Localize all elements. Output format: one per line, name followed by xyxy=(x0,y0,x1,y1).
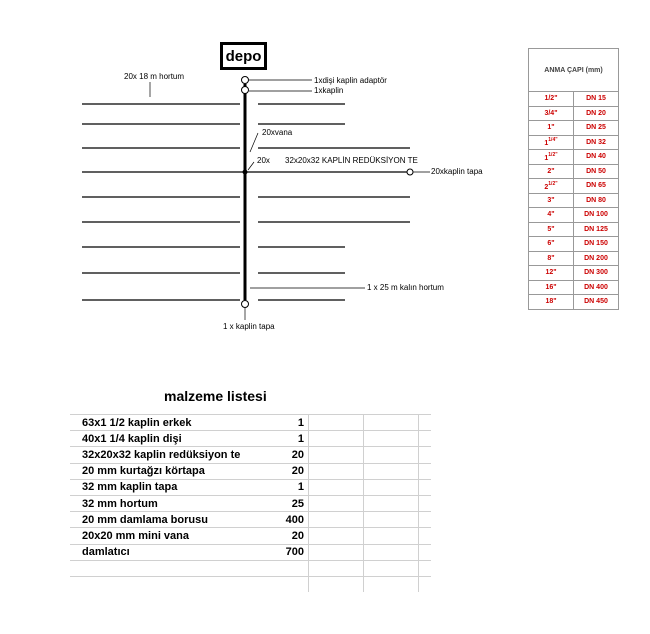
dn-size: DN 20 xyxy=(574,106,619,121)
material-name: 63x1 1/2 kaplin erkek xyxy=(70,415,264,431)
empty-cell xyxy=(364,512,419,528)
empty-cell xyxy=(419,447,432,463)
material-qty: 25 xyxy=(264,495,309,511)
inch-size: $1^{1/4"}$ xyxy=(529,135,574,150)
inch-size: 1/2" xyxy=(529,92,574,107)
empty-cell xyxy=(419,479,432,495)
coupling-label: 1xkaplin xyxy=(314,86,344,95)
dn-size: DN 15 xyxy=(574,92,619,107)
inch-size: 1" xyxy=(529,121,574,136)
plug-fitting xyxy=(407,169,413,175)
material-row xyxy=(70,512,431,528)
inch-size: $1^{1/2"}$ xyxy=(529,150,574,165)
material-qty: 20 xyxy=(264,447,309,463)
size-table-row xyxy=(529,135,619,150)
dn-size: DN 100 xyxy=(574,208,619,223)
empty-cell xyxy=(364,495,419,511)
dn-size: DN 40 xyxy=(574,150,619,165)
material-qty: 700 xyxy=(264,544,309,560)
dn-size: DN 450 xyxy=(574,295,619,310)
empty-cell xyxy=(364,528,419,544)
dn-size: DN 25 xyxy=(574,121,619,136)
empty-cell xyxy=(419,528,432,544)
material-qty: 20 xyxy=(264,463,309,479)
dn-size: DN 300 xyxy=(574,266,619,281)
end-plug-label: 1 x kaplin tapa xyxy=(223,322,275,331)
inch-size: 5" xyxy=(529,222,574,237)
nominal-size-table xyxy=(528,48,619,310)
material-name: 20x20 mm mini vana xyxy=(70,528,264,544)
material-qty: 1 xyxy=(264,479,309,495)
size-table-row xyxy=(529,266,619,281)
size-table-row xyxy=(529,179,619,194)
material-row xyxy=(70,415,431,431)
material-name: damlatıcı xyxy=(70,544,264,560)
empty-cell xyxy=(364,415,419,431)
inch-size: 12" xyxy=(529,266,574,281)
hose-label: 20x 18 m hortum xyxy=(124,72,185,81)
empty-cell xyxy=(309,463,364,479)
empty-cell xyxy=(419,415,432,431)
size-table-row xyxy=(529,237,619,252)
size-table-row xyxy=(529,222,619,237)
empty-cell xyxy=(309,544,364,560)
empty-cell xyxy=(309,479,364,495)
coupling-fitting xyxy=(242,87,249,94)
empty-cell xyxy=(364,431,419,447)
material-qty xyxy=(264,560,309,576)
empty-cell xyxy=(364,447,419,463)
empty-cell xyxy=(309,431,364,447)
inch-size: 8" xyxy=(529,251,574,266)
empty-cell xyxy=(309,447,364,463)
empty-cell xyxy=(309,495,364,511)
size-table-header: ANMA ÇAPI (mm) xyxy=(529,49,619,92)
material-list-table xyxy=(70,414,431,592)
valve-label: 20xvana xyxy=(262,128,293,137)
material-row xyxy=(70,528,431,544)
inch-size: 18" xyxy=(529,295,574,310)
material-row xyxy=(70,576,431,592)
material-name xyxy=(70,576,264,592)
inch-size: 4" xyxy=(529,208,574,223)
size-table-row xyxy=(529,164,619,179)
material-name: 32 mm hortum xyxy=(70,495,264,511)
material-row xyxy=(70,479,431,495)
material-qty xyxy=(264,576,309,592)
empty-cell xyxy=(364,544,419,560)
size-table-row xyxy=(529,150,619,165)
inch-size: 2" xyxy=(529,164,574,179)
material-row xyxy=(70,544,431,560)
size-table-row xyxy=(529,121,619,136)
material-row xyxy=(70,431,431,447)
empty-cell xyxy=(309,560,364,576)
empty-cell xyxy=(364,479,419,495)
size-table-row xyxy=(529,92,619,107)
dn-size: DN 50 xyxy=(574,164,619,179)
material-name: 32x20x32 kaplin redüksiyon te xyxy=(70,447,264,463)
empty-cell xyxy=(364,560,419,576)
empty-cell xyxy=(309,576,364,592)
tee-fitting xyxy=(243,170,247,174)
size-table-row xyxy=(529,251,619,266)
empty-cell xyxy=(419,544,432,560)
material-qty: 20 xyxy=(264,528,309,544)
size-table-row xyxy=(529,280,619,295)
size-table-row xyxy=(529,106,619,121)
material-list-title: malzeme listesi xyxy=(164,388,267,404)
size-table-row xyxy=(529,193,619,208)
empty-cell xyxy=(419,463,432,479)
dn-size: DN 150 xyxy=(574,237,619,252)
end-plug-fitting xyxy=(242,301,249,308)
tee-label: 32x20x32 KAPLİN REDÜKSİYON TE xyxy=(285,156,418,165)
inch-size: $2^{1/2"}$ xyxy=(529,179,574,194)
material-qty: 400 xyxy=(264,512,309,528)
inch-size: 3/4" xyxy=(529,106,574,121)
empty-cell xyxy=(419,495,432,511)
inch-size: 3" xyxy=(529,193,574,208)
inch-size: 16" xyxy=(529,280,574,295)
empty-cell xyxy=(364,576,419,592)
empty-cell xyxy=(419,576,432,592)
material-qty: 1 xyxy=(264,431,309,447)
tank-box: depo xyxy=(220,42,267,70)
empty-cell xyxy=(419,560,432,576)
size-table-row xyxy=(529,295,619,310)
plug-label: 20xkaplin tapa xyxy=(431,167,483,176)
material-row xyxy=(70,447,431,463)
empty-cell xyxy=(419,512,432,528)
thick-hose-label: 1 x 25 m kalın hortum xyxy=(367,283,444,292)
empty-cell xyxy=(309,415,364,431)
material-row xyxy=(70,560,431,576)
material-row xyxy=(70,463,431,479)
empty-cell xyxy=(419,431,432,447)
empty-cell xyxy=(309,528,364,544)
dn-size: DN 65 xyxy=(574,179,619,194)
empty-cell xyxy=(309,512,364,528)
material-qty: 1 xyxy=(264,415,309,431)
material-name: 40x1 1/4 kaplin dişi xyxy=(70,431,264,447)
empty-cell xyxy=(364,463,419,479)
dn-size: DN 200 xyxy=(574,251,619,266)
size-table-row xyxy=(529,208,619,223)
material-name xyxy=(70,560,264,576)
adapter-fitting xyxy=(242,77,249,84)
dn-size: DN 32 xyxy=(574,135,619,150)
material-name: 20 mm kurtağzı körtapa xyxy=(70,463,264,479)
material-name: 32 mm kaplin tapa xyxy=(70,479,264,495)
adapter-label: 1xdişi kaplin adaptör xyxy=(314,76,387,85)
inch-size: 6" xyxy=(529,237,574,252)
dn-size: DN 125 xyxy=(574,222,619,237)
material-name: 20 mm damlama borusu xyxy=(70,512,264,528)
dn-size: DN 80 xyxy=(574,193,619,208)
dn-size: DN 400 xyxy=(574,280,619,295)
material-row xyxy=(70,495,431,511)
tee-count-label: 20x xyxy=(257,156,270,165)
